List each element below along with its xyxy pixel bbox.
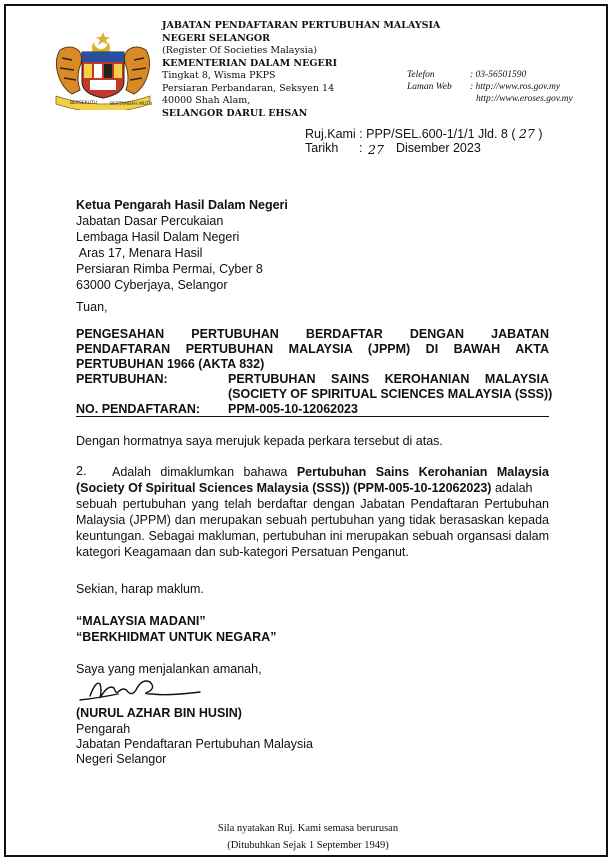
address-state: SELANGOR DARUL EHSAN xyxy=(162,107,308,119)
salutation: Tuan, xyxy=(76,300,108,314)
handwritten-signature xyxy=(78,670,208,710)
phone-label: Telefon xyxy=(407,70,435,80)
slogan-berkhidmat: “BERKHIDMAT UNTUK NEGARA” xyxy=(76,630,277,644)
handwritten-day: 27 xyxy=(368,142,384,157)
paragraph-2-line-2: (Society Of Spiritual Sciences Malaysia (SSS)) (PPM-005-10-12062023) adalah xyxy=(76,481,533,495)
header-org-block xyxy=(162,20,440,120)
recipient-line: Persiaran Rimba Permai, Cyber 8 xyxy=(76,262,263,276)
org-name: JABATAN PENDAFTARAN PERTUBUHAN MALAYSIA xyxy=(162,20,441,31)
paragraph-2-number: 2. xyxy=(76,464,87,478)
svg-text:BERSEKUTU: BERSEKUTU xyxy=(70,101,97,106)
trust-line: Saya yang menjalankan amanah, xyxy=(76,662,262,676)
subject-underline xyxy=(76,416,549,417)
footer-established: (Ditubuhkan Sejak 1 September 1949) xyxy=(227,840,389,851)
org-english-name: (Register Of Societies Malaysia) xyxy=(162,45,318,56)
address-line: Persiaran Perbandaran, Seksyen 14 xyxy=(162,82,335,94)
registration-label: NO. PENDAFTARAN: xyxy=(76,402,201,416)
recipient-block xyxy=(76,197,288,293)
org-value-2: (SOCIETY OF SPIRITUAL SCIENCES MALAYSIA (SSS)) xyxy=(228,387,553,401)
org-state: NEGERI SELANGOR xyxy=(162,32,271,44)
web-value: : http://www.ros.gov.my xyxy=(470,82,561,92)
handwritten-ref-number: 27 xyxy=(519,126,535,141)
subject-line-2: PENDAFTARAN PERTUBUHAN MALAYSIA (JPPM) DI BAWAH AKTA xyxy=(76,342,549,356)
paragraph-1: Dengan hormatnya saya merujuk kepada perkara tersebut di atas. xyxy=(76,434,443,448)
paragraph-2-line-5: keuntungan. Sebagai makluman, pertubuhan ini merupakan sebuah organsasi dalam xyxy=(76,529,549,543)
web-value-2: http://www.eroses.gov.my xyxy=(476,94,573,104)
malaysia-coat-of-arms-logo xyxy=(50,30,156,110)
recipient-line: Lembaga Hasil Dalam Negeri xyxy=(76,230,240,244)
paragraph-2-line-1: Adalah dimaklumkan bahawa Pertubuhan Sains Kerohanian Malaysia xyxy=(112,465,549,479)
web-label: Laman Web xyxy=(407,82,452,92)
svg-text:BERTAMBAH MUTU: BERTAMBAH MUTU xyxy=(110,102,153,107)
subject-line-3: PERTUBUHAN 1966 (AKTA 832) xyxy=(76,357,265,371)
paragraph-2-line-3: sebuah pertubuhan yang telah berdaftar dengan Jabatan Pendaftaran Pertubuhan xyxy=(76,497,549,511)
closing-text: Sekian, harap maklum. xyxy=(76,582,204,596)
phone-value: : 03-56501590 xyxy=(470,70,527,80)
org-label: PERTUBUHAN: xyxy=(76,372,168,386)
signer-position: Pengarah xyxy=(76,722,131,736)
paragraph-2-line-4: Malaysia (JPPM) dan merupakan sebuah pertubuhan yang tidak berasaskan kepada xyxy=(76,513,549,527)
address-line: 40000 Shah Alam, xyxy=(162,95,251,106)
signer-state: Negeri Selangor xyxy=(76,752,167,766)
recipient-line: Aras 17, Menara Hasil xyxy=(76,246,203,260)
date-label: Tarikh xyxy=(305,141,339,155)
recipient-line: Jabatan Dasar Percukaian xyxy=(76,214,224,228)
date-value: Disember 2023 xyxy=(396,141,481,155)
recipient-line: 63000 Cyberjaya, Selangor xyxy=(76,278,228,292)
subject-line-1: PENGESAHAN PERTUBUHAN BERDAFTAR DENGAN JABATAN xyxy=(76,327,549,341)
address-line: Tingkat 8, Wisma PKPS xyxy=(162,70,276,81)
date-colon: : xyxy=(359,141,363,155)
footer-note: Sila nyatakan Ruj. Kami semasa berurusan xyxy=(217,823,399,834)
recipient-title: Ketua Pengarah Hasil Dalam Negeri xyxy=(76,198,288,212)
ministry-name: KEMENTERIAN DALAM NEGERI xyxy=(162,57,338,69)
slogan-madani: “MALAYSIA MADANI” xyxy=(76,614,206,628)
signer-department: Jabatan Pendaftaran Pertubuhan Malaysia xyxy=(76,737,313,751)
org-value-1: PERTUBUHAN SAINS KEROHANIAN MALAYSIA xyxy=(228,372,549,386)
registration-number: PPM-005-10-12062023 xyxy=(228,402,358,416)
paragraph-2-line-6: kategori Keagamaan dan sub-kategori Persatuan Penganut. xyxy=(76,545,409,559)
reference-line: Ruj.Kami : PPP/SEL.600-1/1/1 Jld. 8 ( 27 ) xyxy=(305,126,543,141)
signer-name: (NURUL AZHAR BIN HUSIN) xyxy=(76,706,242,720)
